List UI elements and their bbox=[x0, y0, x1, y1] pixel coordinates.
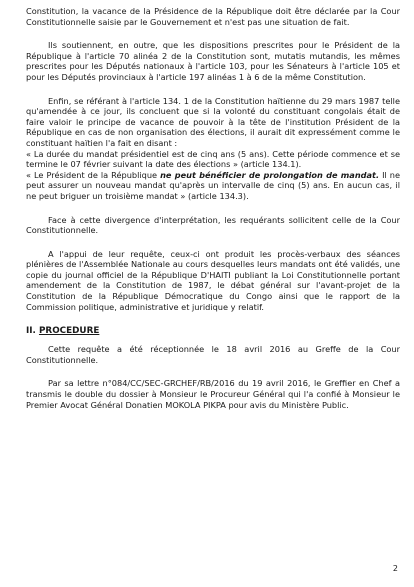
section-number: II. bbox=[26, 326, 36, 337]
paragraph-evidence: A l'appui de leur requête, ceux-ci ont produit les procès-verbaux des séances plénières de l'Assemblée Nationale au cours desquelles leurs mandats ont été validés, une copie du journal officiel de la République D'HAITI publiant la Loi Constitutionnelle portant amendement de la Constitution de 1987, le débat général sur l'avant-projet de la Constitution de la République Démocratique du Congo ainsi que le rapport de la Commission politique, administrative et juridique y relatif. bbox=[26, 248, 400, 312]
section-title: PROCEDURE bbox=[38, 326, 100, 337]
quote-text-start: « Le Président de la République bbox=[26, 169, 161, 180]
quote-article-134-3 bbox=[26, 170, 400, 202]
quote-emphasis: ne peut bénéficier de prolongation de mandat. bbox=[160, 169, 380, 180]
paragraph-continuation: Constitution, la vacance de la Présidence de la République doit être déclarée par la Cour Constitutionnelle saisie par le Gouvernement et n'est pas une situation de fait. bbox=[26, 6, 400, 27]
paragraph-dispositions: Ils soutiennent, en outre, que les dispositions prescrites pour le Président de la République à l'article 70 alinéa 2 de la Constitution sont, mutatis mutandis, les mêmes prescrites pour les Députés nationaux à l'article 103, pour les Sénateurs à l'article 105 et pour les Députés provinciaux à l'article 197 alinéas 1 à 6 de la même Constitution. bbox=[26, 40, 400, 82]
quote-article-134-1: « La durée du mandat présidentiel est de cinq ans (5 ans). Cette période commence et se termine le 07 février suivant la date des élections » (article 134.1). bbox=[26, 148, 400, 170]
quote-text-end: Il ne peut assurer un nouveau mandat qu'après un intervalle de cinq (5) ans. En aucun cas, il ne peut briguer un troisième mandat » (article 134.3). bbox=[26, 169, 400, 201]
section-heading bbox=[26, 326, 400, 336]
paragraph-transmission: Par sa lettre n°084/CC/SEC-GRCHEF/RB/2016 du 19 avril 2016, le Greffier en Chef a transmis le double du dossier à Monsieur le Procureur Général qui l'a confié à Monsieur le Premier Avocat Général Donatien MOKOLA PIKPA pour avis du Ministère Public. bbox=[26, 378, 400, 410]
paragraph-haitian-constitution: Enfin, se référant à l'article 134. 1 de la Constitution haïtienne du 29 mars 1987 telle qu'amendée à ce jour, ils concluent que si la volonté du constituant congolais était de faire valoir le principe de vacance de pouvoir à la tête de l'institution Président de la République en cas de non organisation des élections, il aurait dit expressément comme le constituant haïtien l'a fait en disant : bbox=[26, 95, 400, 148]
page-number: 2 bbox=[392, 564, 398, 573]
paragraph-divergence: Face à cette divergence d'interprétation, les requérants sollicitent celle de la Cour Constitutionnelle. bbox=[26, 214, 400, 236]
paragraph-reception: Cette requête a été réceptionnée le 18 avril 2016 au Greffe de la Cour Constitutionnelle. bbox=[26, 344, 400, 365]
